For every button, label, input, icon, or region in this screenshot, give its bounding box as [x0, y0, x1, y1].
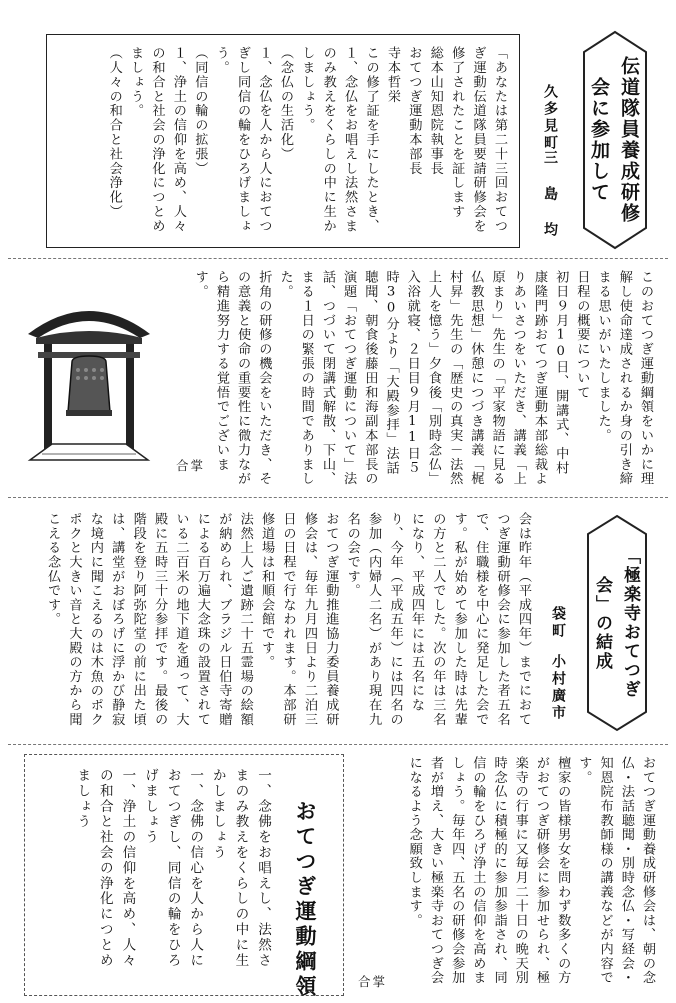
author-name: 三 島 均 — [542, 150, 558, 239]
continued-body: おてつぎ運動養成研修会は、朝の念仏・法話聴聞・別時念仏・写経会・知恩院布教師様の講義などが内容です。 檀家の皆様男女を問わず数多くの方がおてつぎ研修会に参加せられ、極楽寺の行事に又毎月二十日の晩天別時念仏に積極的に参加参詣され、同信の輪をひろげ浄土の信仰を高めましょう。毎年四、五名の研修会参加者が増え、大きい極楽寺おてつぎ会になるよう念願致します。 — [406, 756, 655, 985]
closing-gassho: 合掌 — [176, 458, 206, 473]
article-title: 「極楽寺おてつぎ会」の結成 — [592, 547, 640, 699]
article-title: 伝道隊員養成研修会に参加して — [588, 56, 640, 224]
section-divider — [8, 258, 668, 259]
section-divider — [8, 497, 668, 498]
author-name: 小村廣市 — [550, 654, 566, 722]
section-divider — [8, 744, 668, 745]
report-body: このおてつぎ運動綱領をいかに理解し使命達成されるか身の引き締まる思いがいたしました。 日程の概要について 初日９月10日、開講式、中村康隆門跡おてつぎ運動本部総裁よりあいさつをいただき、講義「上原まり」先生の「平家物語に見る仏教思想」休憩につづき講義「梶村昇」先生の「歴史の真実－法然上人を憶う」夕食後「別時念仏」入浴就寝、２日目９月11日５時30分より「大殿参拝」法話聴聞、朝食後藤田和海副本部長の演題「おてつぎ運動について」法話、つづいて閉講式解散、下山、まる１日の緊張の時間でありました。 折角の研修の機会をいただき、その意義と使命の重要性に微力ながら精進努力する覚悟でございます。 — [192, 270, 653, 486]
temple-bell-icon — [22, 294, 156, 464]
creed-text: 一、念佛をお唱えし、法然さまのみ教えをくらしの中に生かしましょう 一、念佛の信心を人から人におてつぎし、同信の輪をひろげましょう 一、浄土の信仰を高め、人々の和合と社会の浄化につとめましょう — [74, 768, 271, 969]
closing-gassho: 合掌 — [358, 974, 388, 989]
creed-title: おてつぎ運動綱領 — [293, 800, 317, 1000]
formation-body: 会は昨年（平成四年）までにおてつぎ運動研修会に参加した者五名で、住職様を中心に発足した会です。私が始めて参加した時は先輩の方と二人でした。次の年は三名になり、平成四年には五名になり、今年（平成五年）には四名の参加（内婦人二名）があり現在九名の会です。 おてつぎ運動推進協力委員養成研修会は、毎年九月四日より二泊三日の日程で行なわれます。本部研修道場は和順会館です。 法然上人ご遺跡二十五霊場の絵額が納められ、ブラジル日伯寺寄贈による百万遍大念珠の設置されている二百米の地下道を通って、大殿に五時三十分参拝です。最後の階段を登り阿弥陀堂の前に出た頃は、講堂がおぼろげに浮かび静寂な境内に聞こえるのは木魚のポクポクと大きい音と大殿の方から聞こえる念仏です。 — [45, 512, 531, 727]
certificate-text: 「あなたは第二十三回おてつぎ運動伝道隊員要請研修会を修了されたことを証します 総本山知恩院執事長 おてつぎ運動本部長 寺本哲栄 この修了証を手にしたとき、 １、念仏をお唱えし法然さまのみ教えをくらしの中に生かしましょう。 （念仏の生活化） １、念仏を人から人におてつぎし同信の輪をひろげましょう。 （同信の輪の拡張） １、浄土の信仰を高め、人々の和合と社会の浄化につとめましょう。 （人々の和合と社会浄化） — [106, 46, 507, 234]
author-town: 袋町 — [550, 606, 566, 640]
author-town: 久多見町 — [542, 84, 558, 152]
